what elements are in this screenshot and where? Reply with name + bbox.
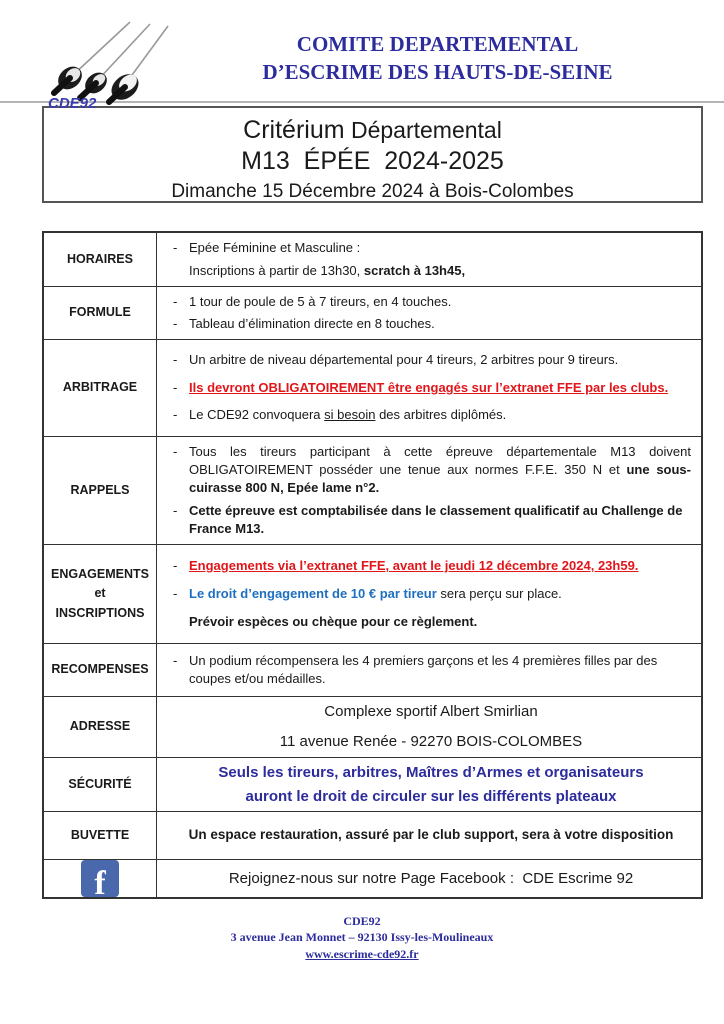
- table-row-arbitrage: [44, 339, 701, 436]
- warning-text: Ils devront OBLIGATOIREMENT être engagés sur l’extranet FFE par les clubs.: [189, 379, 669, 395]
- bullet-dash: -: [173, 557, 178, 573]
- bullet-dash: -: [173, 352, 178, 368]
- table-row-buvette: [44, 811, 701, 859]
- fee-text: Le droit d’engagement de 10 € par tireur: [189, 585, 437, 601]
- list-item: [169, 378, 693, 398]
- row-label-buvette: BUVETTE: [44, 812, 157, 859]
- table-row-facebook: [44, 859, 701, 897]
- organization-title-line1: COMITE DEPARTEMENTAL: [296, 32, 579, 56]
- deadline-text: Engagements via l’extranet FFE, avant le jeudi 12 décembre 2024, 23h59.: [189, 557, 639, 573]
- table-row-formule: [44, 286, 701, 339]
- row-label-recompenses: RECOMPENSES: [44, 644, 157, 696]
- table-row-recompenses: [44, 643, 701, 696]
- bullet-dash: -: [173, 293, 178, 309]
- row-content-recompenses: [157, 644, 701, 696]
- list-item: Inscriptions à partir de 13h30, scratch à 13h45,: [189, 262, 466, 278]
- list-item: - Un arbitre de niveau départemental pour 4 tireurs, 2 arbitres pour 9 tireurs.: [169, 350, 693, 370]
- row-label-formule: FORMULE: [44, 287, 157, 339]
- bullet-dash: -: [173, 379, 178, 395]
- cde92-logo: [42, 16, 172, 111]
- row-label-horaires: HORAIRES: [44, 233, 157, 286]
- list-item: - Le CDE92 convoquera si besoin des arbitres diplômés.: [169, 405, 693, 425]
- table-row-engagements: [44, 544, 701, 643]
- footer-org-name: CDE92: [343, 914, 381, 928]
- row-label-arbitrage: ARBITRAGE: [44, 340, 157, 436]
- table-row-adresse: [44, 696, 701, 757]
- event-date-location: Dimanche 15 Décembre 2024 à Bois-Colombes: [171, 181, 574, 202]
- facebook-icon: f: [81, 860, 119, 897]
- row-content-securite: Seuls les tireurs, arbitres, Maîtres d’Armes et organisateurs auront le droit de circuler sur les différents plateaux: [218, 764, 644, 805]
- list-item: - Tableau d’élimination directe en 8 touches.: [169, 314, 693, 334]
- info-table: [42, 231, 703, 899]
- bullet-dash: -: [173, 652, 178, 668]
- row-content-engagements: [157, 545, 701, 643]
- row-label-engagements: ENGAGEMENTS et INSCRIPTIONS: [44, 545, 157, 643]
- bullet-dash: -: [173, 240, 178, 256]
- venue-name: Complexe sportif Albert Smirlian: [324, 703, 538, 720]
- list-item: - Cette épreuve est comptabilisée dans le classement qualificatif au Challenge de France M13.: [169, 501, 693, 539]
- table-row-rappels: [44, 436, 701, 544]
- event-category: M13 ÉPÉE 2024-2025: [241, 147, 504, 175]
- logo-text: CDE92: [48, 95, 97, 111]
- facebook-cell: [44, 860, 157, 897]
- bullet-dash: -: [173, 407, 178, 423]
- row-content-arbitrage: [157, 340, 701, 436]
- bullet-dash: -: [173, 444, 178, 460]
- list-item: - Epée Féminine et Masculine :: [169, 238, 693, 258]
- event-title-box: [42, 106, 703, 203]
- facebook-page-text: Rejoignez-nous sur notre Page Facebook : CDE Escrime 92: [228, 870, 634, 887]
- bullet-dash: -: [173, 585, 178, 601]
- list-item: - Le droit d’engagement de 10 € par tireur sera perçu sur place.: [169, 584, 693, 604]
- organization-title: [172, 30, 703, 87]
- footer: [0, 914, 724, 961]
- table-row-horaires: [44, 233, 701, 286]
- header: [0, 0, 724, 111]
- row-content-facebook: [157, 860, 701, 897]
- event-title: Critérium Départemental: [243, 116, 502, 144]
- list-item: - Un podium récompensera les 4 premiers garçons et les 4 premières filles par des coupes et/ou médailles.: [169, 651, 693, 689]
- bullet-dash: -: [173, 316, 178, 331]
- row-label-securite: SÉCURITÉ: [44, 758, 157, 811]
- row-content-adresse: [157, 697, 701, 757]
- row-content-formule: [157, 287, 701, 339]
- list-item: - 1 tour de poule de 5 à 7 tireurs, en 4 touches.: [169, 292, 693, 312]
- table-row-securite: [44, 757, 701, 811]
- footer-address: 3 avenue Jean Monnet – 92130 Issy-les-Moulineaux: [230, 930, 494, 945]
- fencing-swords-icon: [42, 16, 172, 111]
- row-content-buvette: Un espace restauration, assuré par le club support, sera à votre disposition: [188, 827, 674, 843]
- row-label-rappels: RAPPELS: [44, 437, 157, 544]
- website-link[interactable]: www.escrime-cde92.fr: [305, 946, 419, 961]
- organization-title-line2: D’ESCRIME DES HAUTS-DE-SEINE: [262, 60, 613, 85]
- row-content-horaires: [157, 233, 701, 286]
- row-content-rappels: [157, 437, 701, 544]
- row-label-adresse: ADRESSE: [44, 697, 157, 757]
- list-item: - Tous les tireurs participant à cette épreuve départementale M13 doivent OBLIGATOIREMENT posséder une tenue aux normes F.F.E. 350 N et une sous-cuirasse 800 N, Epée lame n°2.: [169, 442, 693, 499]
- list-item: [169, 556, 693, 576]
- venue-address: 11 avenue Renée - 92270 BOIS-COLOMBES: [279, 733, 583, 750]
- list-item: Prévoir espèces ou chèque pour ce règlement.: [189, 613, 478, 629]
- bullet-dash: -: [173, 502, 178, 518]
